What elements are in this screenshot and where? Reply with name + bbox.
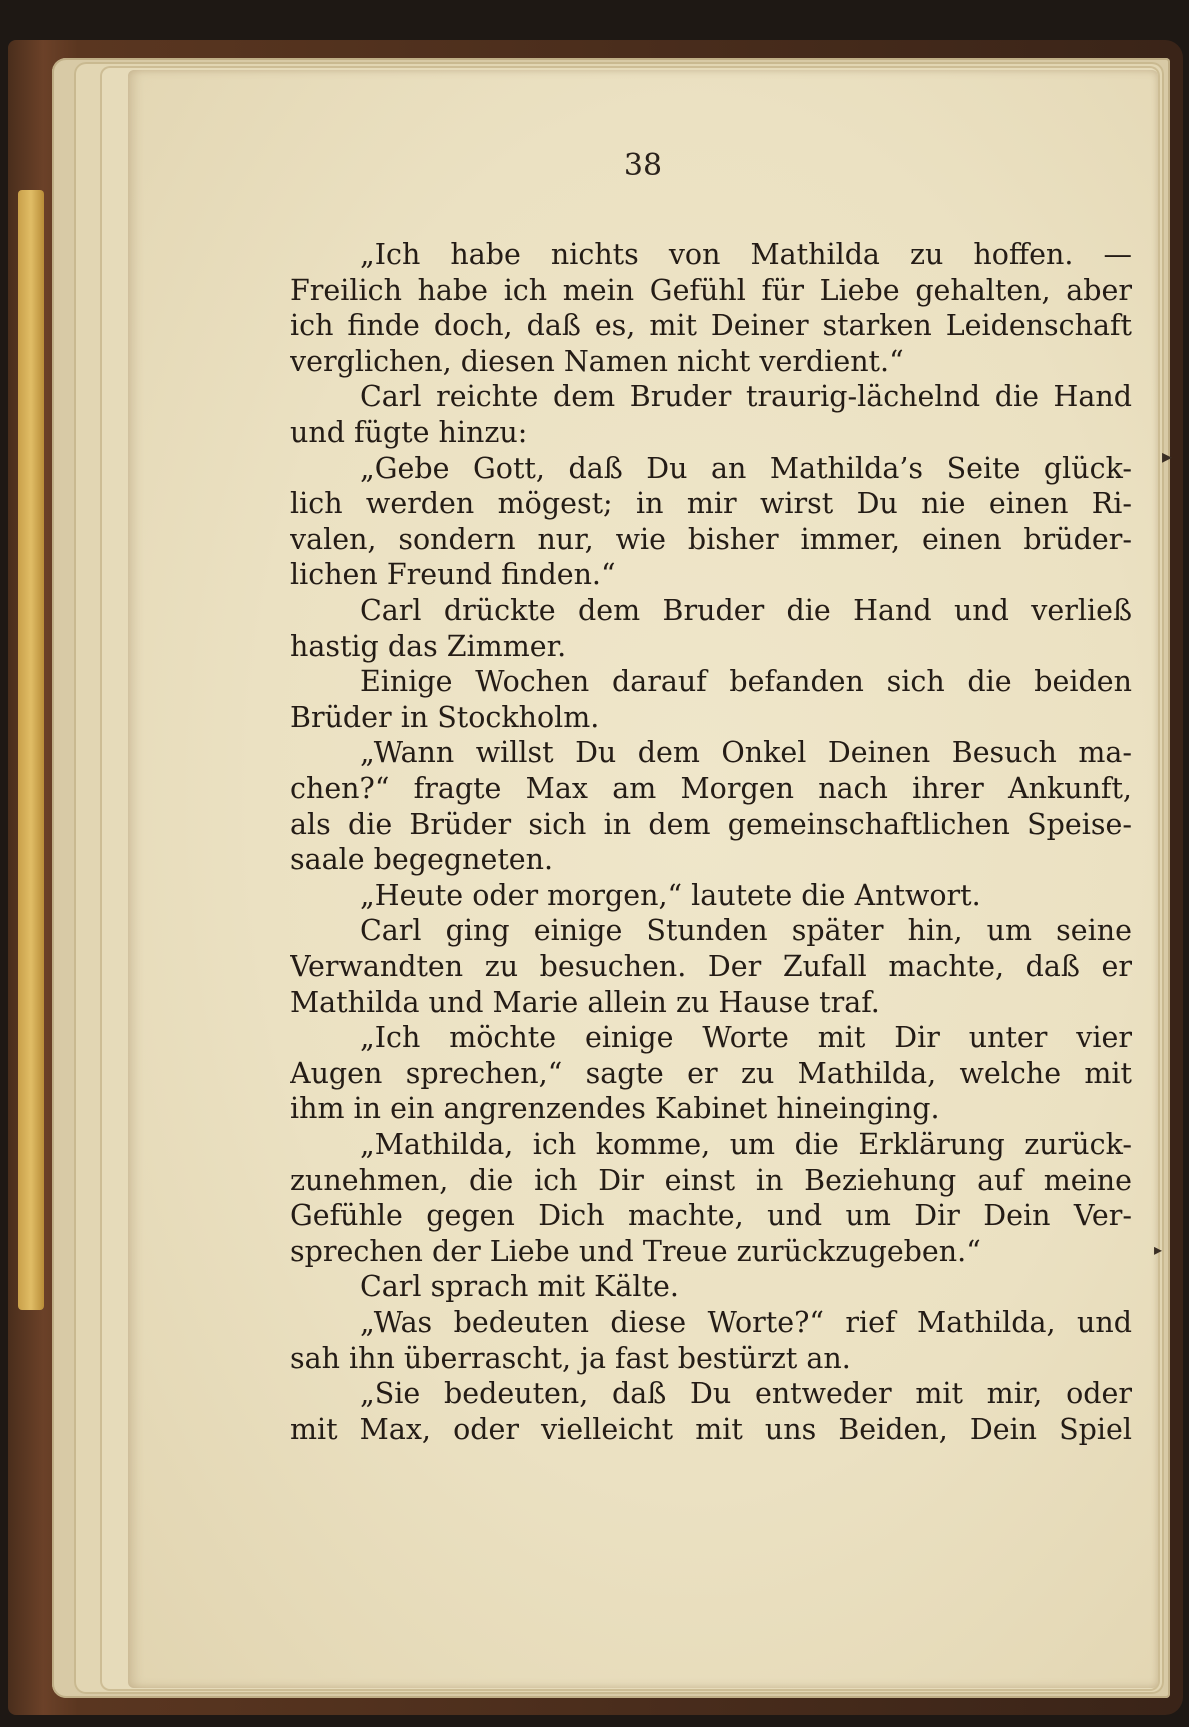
text-line: Carl reichte dem Bruder traurig-lächelnd die Hand: [360, 380, 1132, 414]
text-line: ihm in ein angrenzendes Kabinet hineinging.: [290, 1092, 940, 1126]
text-line: ich finde doch, daß es, mit Deiner starken Leidenschaft: [290, 309, 1132, 343]
text-line: „Heute oder morgen,“ lautete die Antwort.: [360, 878, 981, 912]
text-line: Carl ging einige Stunden später hin, um seine: [360, 914, 1132, 948]
page-number: 38: [623, 148, 663, 183]
text-line: Carl drückte dem Bruder die Hand und verließ: [360, 594, 1132, 627]
text-line: Verwandten zu besuchen. Der Zufall machte, daß er: [290, 950, 1132, 983]
text-line: mit Max, oder vielleicht mit uns Beiden, Dein Spiel: [290, 1412, 1132, 1446]
text-line: Brüder in Stockholm.: [290, 700, 600, 734]
text-line: Mathilda und Marie allein zu Hause traf.: [290, 985, 880, 1019]
text-line: chen?“ fragte Max am Morgen nach ihrer Ankunft,: [290, 772, 1132, 805]
text-line: „Was bedeuten diese Worte?“ rief Mathilda, und: [360, 1306, 1132, 1339]
margin-arrow-icon: ▸: [1162, 444, 1173, 468]
text-line: saale begegneten.: [290, 843, 554, 877]
text-line: Gefühle gegen Dich machte, und um Dir Dein Ver-: [290, 1199, 1132, 1233]
text-line: hastig das Zimmer.: [290, 629, 567, 663]
text-line: lichen Freund finden.“: [290, 558, 616, 592]
text-line: „Wann willst Du dem Onkel Deinen Besuch ma-: [360, 736, 1132, 770]
text-line: und fügte hinzu:: [290, 416, 528, 449]
text-line: valen, sondern nur, wie bisher immer, einen brüder-: [290, 522, 1132, 556]
margin-mark-icon: ▸: [1154, 1240, 1163, 1259]
text-line: Freilich habe ich mein Gefühl für Liebe gehalten, aber: [290, 273, 1132, 307]
text-line: Carl sprach mit Kälte.: [360, 1270, 679, 1304]
spine-strip: [18, 190, 44, 1310]
text-line: Augen sprechen,“ sagte er zu Mathilda, welche mit: [290, 1056, 1132, 1090]
text-line: zunehmen, die ich Dir einst in Beziehung auf meine: [290, 1163, 1132, 1197]
text-line: Einige Wochen darauf befanden sich die beiden: [360, 665, 1132, 699]
text-line: „Ich möchte einige Worte mit Dir unter vier: [360, 1021, 1132, 1055]
text-line: „Ich habe nichts von Mathilda zu hoffen. —: [360, 238, 1132, 271]
text-line: „Gebe Gott, daß Du an Mathilda’s Seite glück-: [360, 451, 1132, 485]
text-line: „Sie bedeuten, daß Du entweder mit mir, oder: [360, 1377, 1132, 1411]
text-line: „Mathilda, ich komme, um die Erklärung zurück-: [360, 1128, 1132, 1161]
text-line: sah ihn überrascht, ja fast bestürzt an.: [290, 1341, 851, 1375]
text-line: sprechen der Liebe und Treue zurückzugeben.“: [290, 1234, 981, 1268]
text-line: als die Brüder sich in dem gemeinschaftlichen Speise-: [290, 807, 1132, 841]
text-line: verglichen, diesen Namen nicht verdient.“: [290, 344, 904, 378]
book-page: [128, 70, 1158, 1688]
text-line: lich werden mögest; in mir wirst Du nie einen Ri-: [290, 487, 1132, 521]
